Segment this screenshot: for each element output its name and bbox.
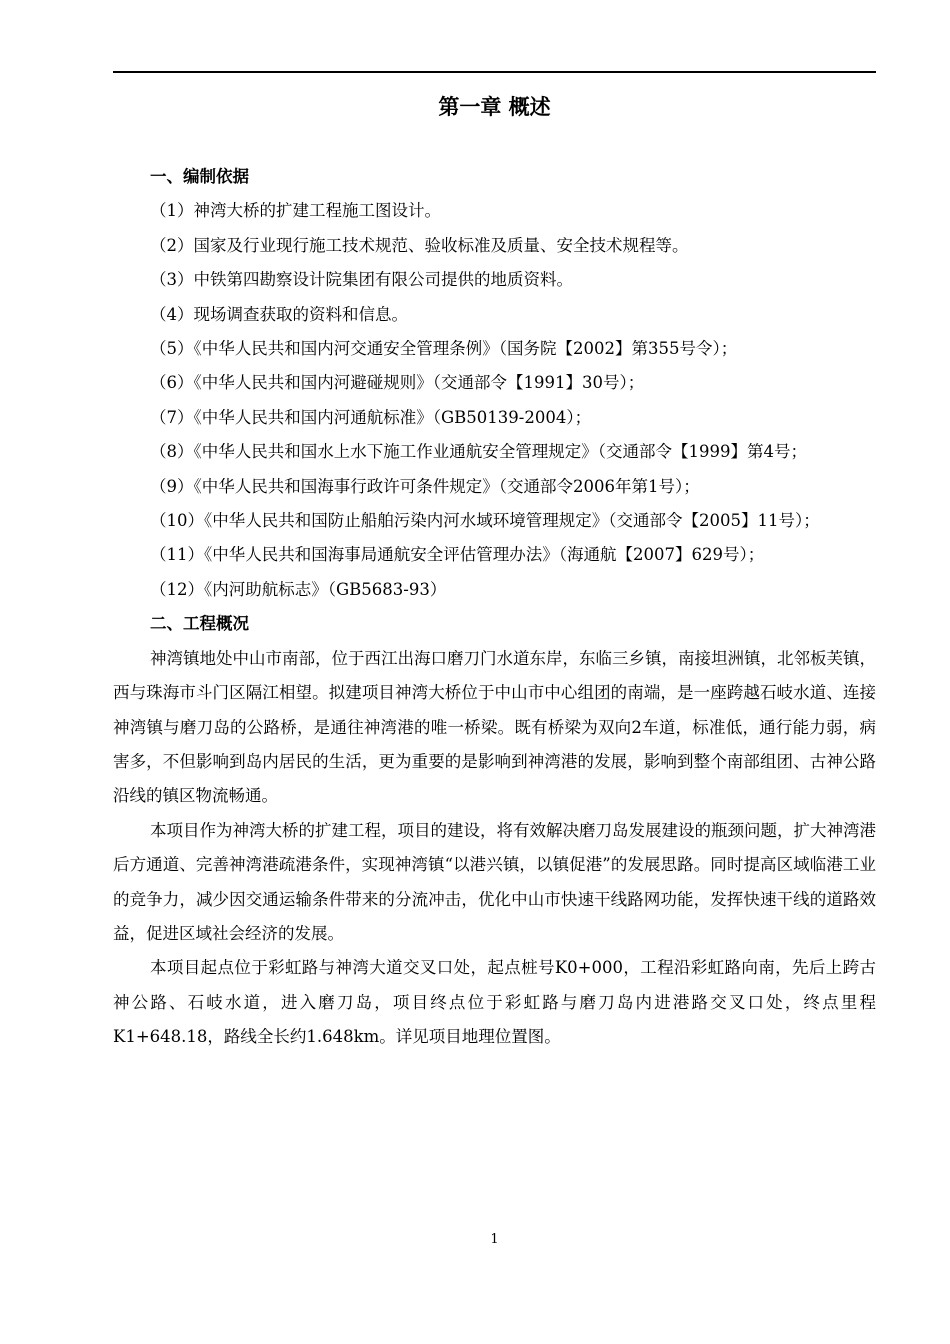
basis-item-10: （10）《中华人民共和国防止船舶污染内河水域环境管理规定》（交通部令【2005】11号）； [150,511,820,531]
page-number: 1 [490,1232,499,1247]
basis-item-12: （12）《内河助航标志》（GB5683-93） [150,579,447,599]
overview-paragraph-1: 神湾镇地处中山市南部，位于西江出海口磨刀门水道东岸，东临三乡镇，南接坦洲镇，北邻板芙镇，西与珠海市斗门区隔江相望。拟建项目神湾大桥位于中山市中心组团的南端，是一座跨越石岐水道、连接神湾镇与磨刀岛的公路桥，是通往神湾港的唯一桥梁。既有桥梁为双向2车道，标准低，通行能力弱，病害多，不但影响到岛内居民的生活，更为重要的是影响到神湾港的发展，影响到整个南部组团、古神公路沿线的镇区物流畅通。 [113,648,876,806]
section-heading-basis: 一、编制依据 [150,167,249,186]
basis-item-5: （5）《中华人民共和国内河交通安全管理条例》（国务院【2002】第355号令）； [150,339,738,359]
basis-item-6: （6）《中华人民共和国内河避碰规则》（交通部令【1991】30号）； [150,373,645,393]
basis-item-7: （7）《中华人民共和国内河通航标准》（GB50139-2004）； [150,407,592,427]
overview-paragraph-2: 本项目作为神湾大桥的扩建工程，项目的建设，将有效解决磨刀岛发展建设的瓶颈问题，扩大神湾港后方通道、完善神湾港疏港条件，实现神湾镇“以港兴镇，以镇促港”的发展思路。同时提高区域临港工业的竞争力，减少因交通运输条件带来的分流冲击，优化中山市快速干线路网功能，发挥快速干线的道路效益，促进区域社会经济的发展。 [113,820,876,943]
basis-item-9: （9）《中华人民共和国海事行政许可条件规定》（交通部令2006年第1号）； [150,476,700,496]
section-heading-overview: 二、工程概况 [150,614,249,634]
basis-item-4: （4）现场调查获取的资料和信息。 [150,304,408,324]
basis-item-11: （11）《中华人民共和国海事局通航安全评估管理办法》（海通航【2007】629号）； [150,545,765,565]
basis-item-8: （8）《中华人民共和国水上水下施工作业通航安全管理规定》（交通部令【1999】第4号； [150,442,807,462]
header-rule [113,71,876,73]
basis-item-1: （1）神湾大桥的扩建工程施工图设计。 [150,201,441,221]
basis-item-3: （3）中铁第四勘察设计院集团有限公司提供的地质资料。 [150,270,573,290]
basis-item-2: （2）国家及行业现行施工技术规范、验收标准及质量、安全技术规程等。 [150,235,689,255]
overview-paragraph-3: 本项目起点位于彩虹路与神湾大道交叉口处，起点桩号K0+000，工程沿彩虹路向南，先后上跨古神公路、石岐水道，进入磨刀岛，项目终点位于彩虹路与磨刀岛内进港路交叉口处，终点里程K1+648.18，路线全长约1.648km。详见项目地理位置图。 [113,958,876,1047]
chapter-title: 第一章 概述 [438,95,551,119]
document-body [113,160,876,1055]
